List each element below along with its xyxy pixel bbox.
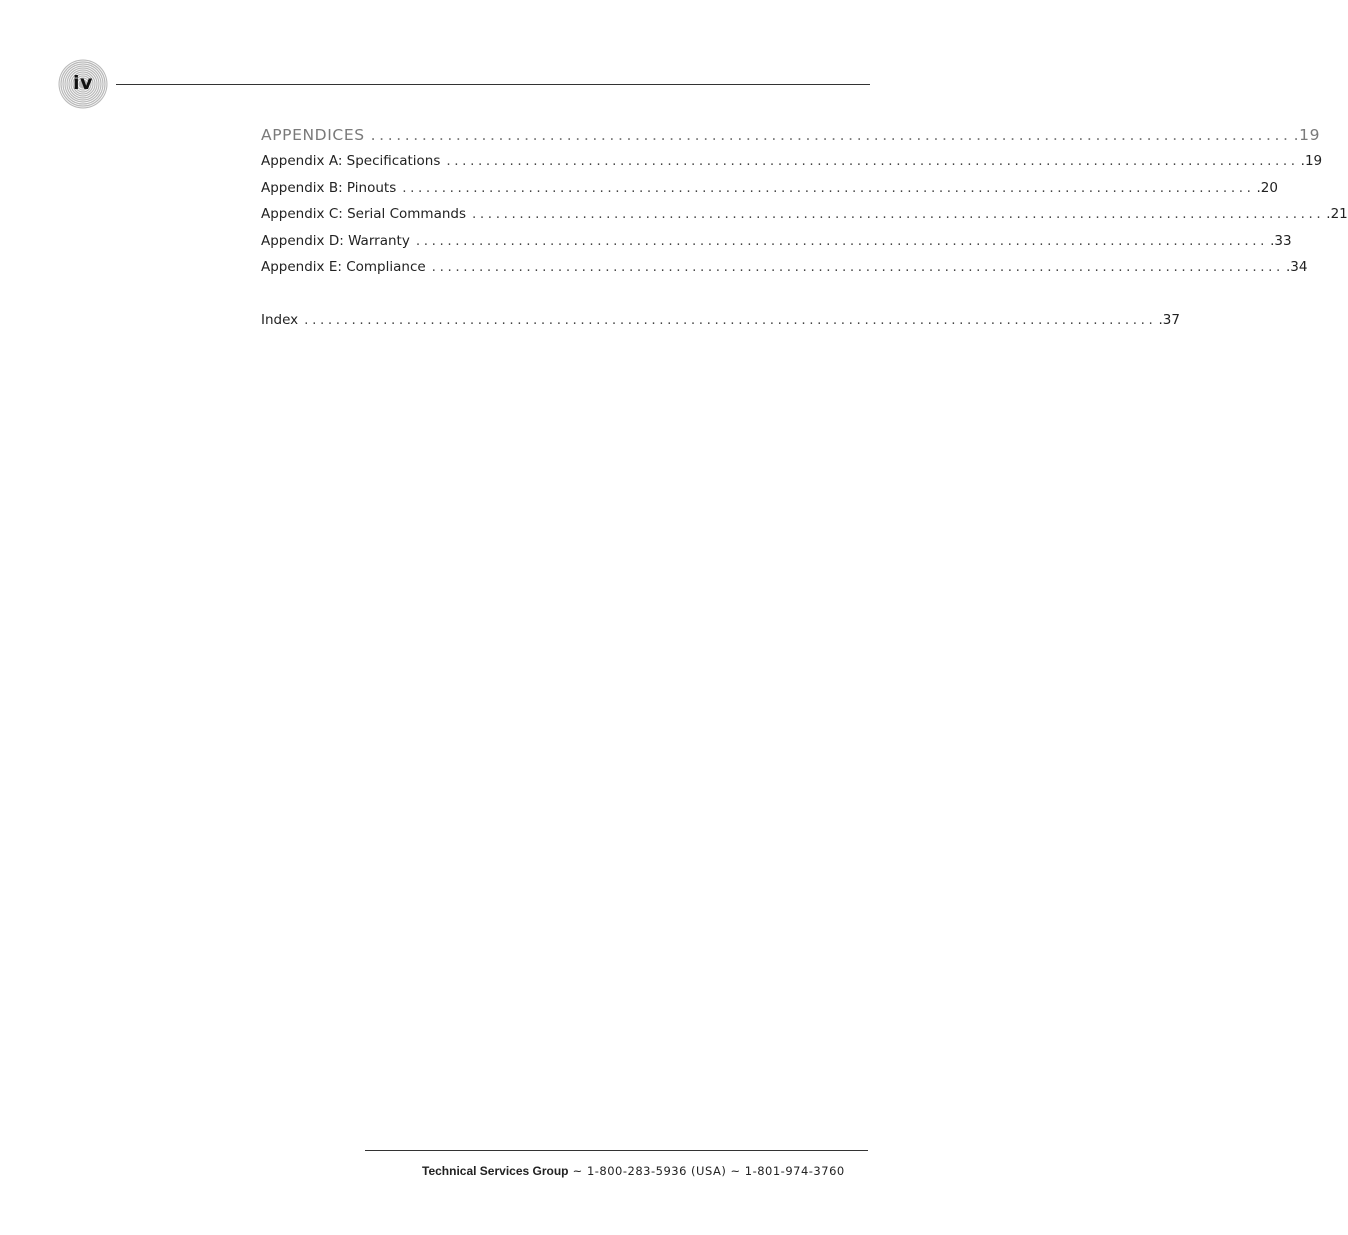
toc-page-number: .19 <box>1293 126 1321 144</box>
toc-page-number: .19 <box>1300 153 1323 169</box>
toc-entry-title: Appendix E: Compliance <box>261 259 426 275</box>
footer-group-name: Technical Services Group <box>422 1164 569 1178</box>
footer-rule <box>365 1150 868 1151</box>
footer <box>422 1164 862 1178</box>
toc-page-number: .20 <box>1256 179 1278 196</box>
toc-dot-leader: ............................................................................................................ <box>431 259 1284 275</box>
toc-entry-title: Appendix D: Warranty <box>261 232 410 249</box>
toc-page-number: .37 <box>1158 312 1180 328</box>
toc-page-number: .33 <box>1270 232 1292 249</box>
toc-entry-title: Appendix A: Specifications <box>261 153 441 169</box>
header-rule <box>116 84 870 85</box>
toc-dot-leader: ............................................................................................................ <box>415 232 1269 249</box>
toc-entry-title: Appendix C: Serial Commands <box>261 206 467 222</box>
toc-heading-appendices[interactable] <box>261 122 1321 148</box>
toc-entry-appendix-a[interactable] <box>261 148 1323 175</box>
toc-entry-appendix-e[interactable] <box>261 254 1308 281</box>
toc-entry-index[interactable] <box>261 307 1180 334</box>
page-number: iv <box>73 72 93 94</box>
page-number-badge <box>58 59 108 109</box>
toc-dot-leader: ............................................................................................................ <box>446 153 1299 169</box>
toc-dot-leader: ............................................................................................................ <box>402 179 1255 196</box>
toc-entry-title: Appendix B: Pinouts <box>261 179 397 196</box>
toc-dot-leader: ............................................................................................................ <box>472 206 1325 222</box>
toc-dot-leader: ............................................................................................................ <box>370 126 1292 144</box>
toc-heading-title: APPENDICES <box>261 126 365 144</box>
toc-page-number: .34 <box>1285 259 1308 275</box>
footer-contact-numbers: ~ 1-800-283-5936 (USA) ~ 1-801-974-3760 <box>568 1164 845 1178</box>
toc-page-number: .21 <box>1326 206 1348 222</box>
toc-entry-appendix-d[interactable] <box>261 228 1292 255</box>
toc-entry-appendix-b[interactable] <box>261 175 1278 202</box>
toc-entry-title: Index <box>261 312 299 328</box>
table-of-contents <box>261 122 1348 334</box>
toc-dot-leader: ............................................................................................................ <box>304 312 1157 328</box>
toc-entry-appendix-c[interactable] <box>261 201 1348 228</box>
